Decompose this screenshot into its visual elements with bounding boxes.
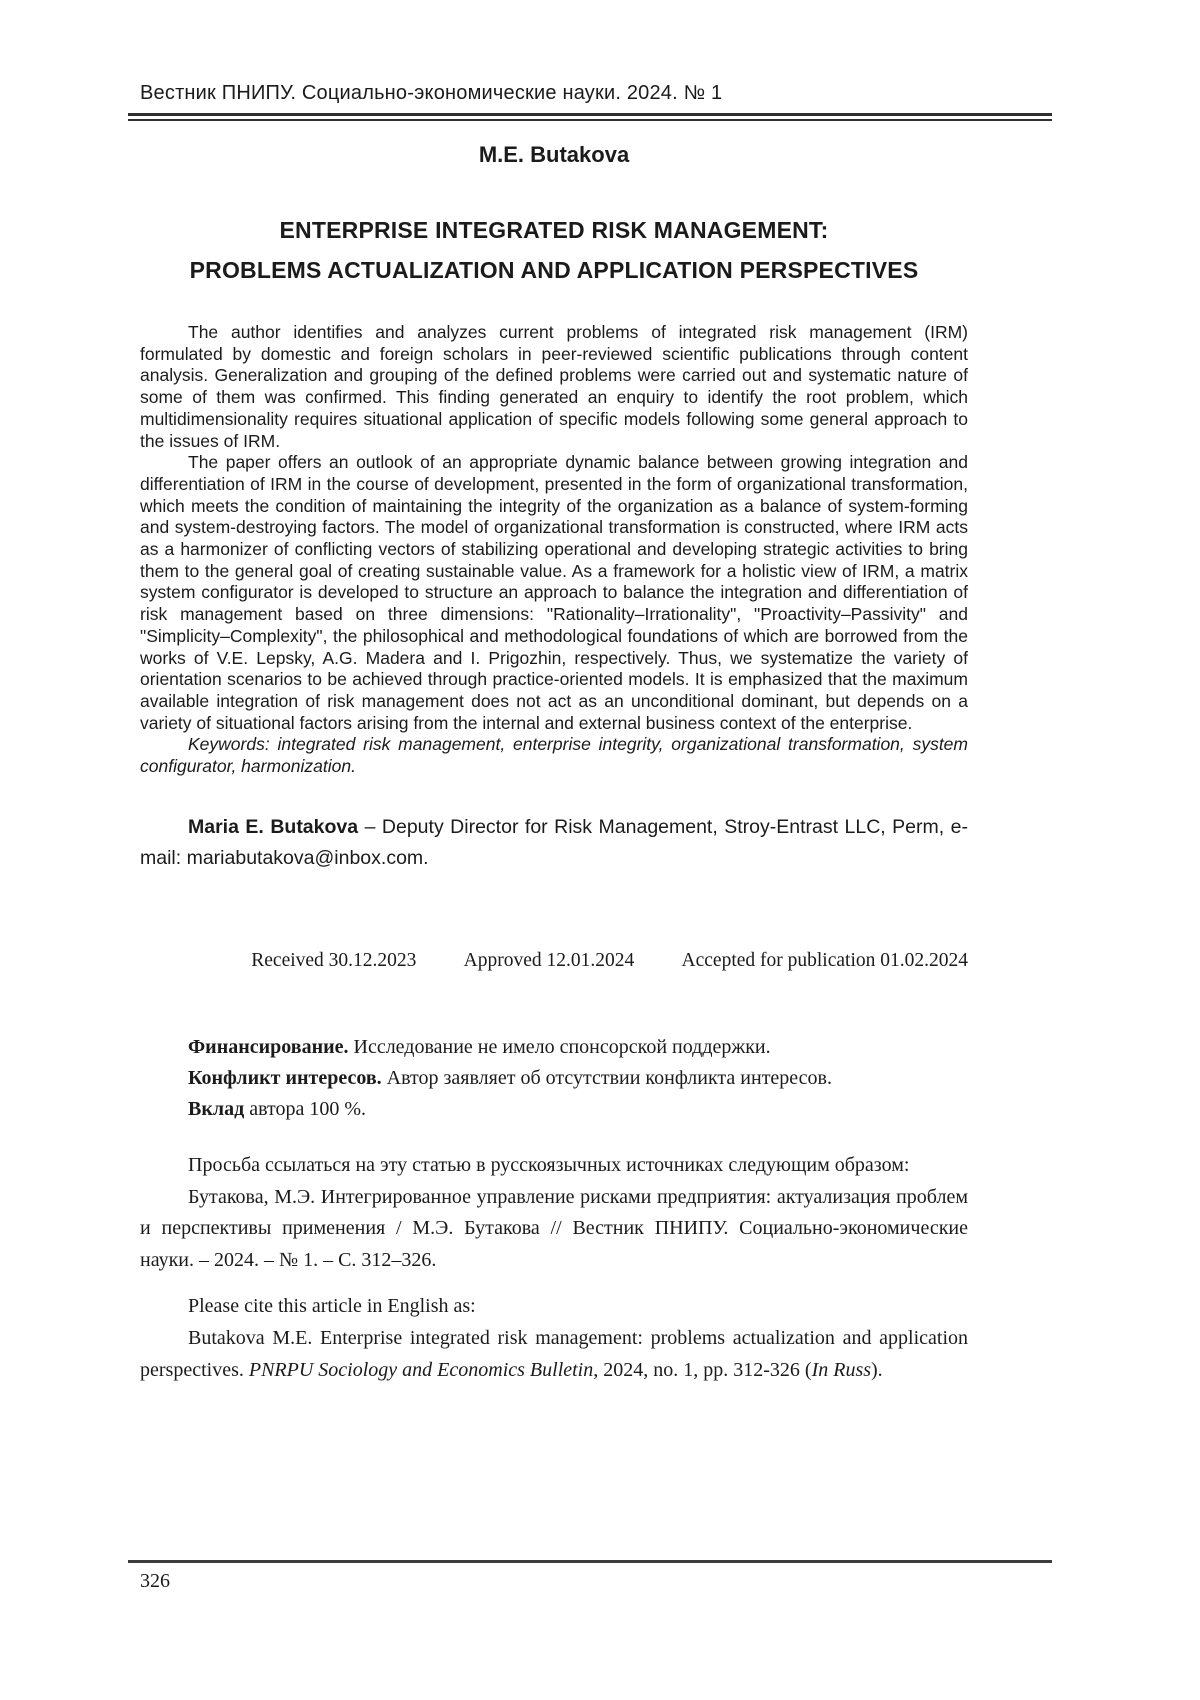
conflict-text: Автор заявляет об отсутствии конфликта интересов. (381, 1067, 833, 1089)
citation-en-intro: Please cite this article in English as: (188, 1295, 476, 1317)
article-title (140, 210, 968, 290)
keywords-line (140, 734, 968, 777)
abstract (140, 322, 968, 778)
conflict-label: Конфликт интересов. (188, 1067, 382, 1089)
dates-row (140, 950, 968, 972)
citation-en-part2: , 2024, no. 1, pp. 312-326 ( (593, 1359, 812, 1381)
author-info-details: – Deputy Director for Risk Management, Stroy-Entrast LLC, Perm, e-mail: mariabutakova@inbox.com. (140, 816, 969, 869)
article-title-line1: ENTERPRISE INTEGRATED RISK MANAGEMENT: (279, 217, 829, 243)
header-double-rule (128, 113, 1052, 121)
citation-en-part1: Butakova M.E. Enterprise integrated risk management: problems actualization and application perspectives. (140, 1327, 968, 1381)
dates-left-spacer (140, 950, 204, 972)
citation-en-journal: PNRPU Sociology and Economics Bulletin (248, 1359, 594, 1381)
contribution-line (140, 1094, 968, 1125)
abstract-paragraph-1: The author identifies and analyzes current problems of integrated risk management (IRM) formulated by domestic and foreign scholars in peer-reviewed scientific publications through content analysis. Generalization and grouping of the defined problems were carried out and systematic nature of some of them was confirmed. This finding generated an enquiry to identify the root problem, which multidimensionality requires situational application of specific models following some general approach to the issues of IRM. (140, 322, 968, 451)
funding-label: Финансирование. (188, 1036, 349, 1058)
funding-text: Исследование не имело спонсорской поддержки. (348, 1036, 771, 1058)
date-approved: Approved 12.01.2024 (463, 950, 635, 971)
footer-rule (128, 1560, 1052, 1563)
author-info (140, 812, 968, 874)
citation-ru-intro: Просьба ссылаться на эту статью в русскоязычных источниках следующим образом: (188, 1154, 910, 1176)
article-author: M.E. Butakova (478, 142, 630, 167)
conflict-line (140, 1063, 968, 1094)
contribution-label: Вклад (188, 1098, 245, 1120)
running-head: Вестник ПНИПУ. Социально-экономические науки. 2024. № 1 (140, 82, 723, 104)
date-received: Received 30.12.2023 (251, 950, 417, 971)
citation-russian (140, 1150, 968, 1276)
citation-en-in-russ: In Russ (811, 1359, 872, 1381)
funding-block (140, 1032, 968, 1125)
keywords-label: Keywords: (188, 734, 270, 755)
citation-en-body (140, 1322, 968, 1386)
author-info-name: Maria E. Butakova (188, 816, 359, 838)
citation-english (140, 1290, 968, 1386)
date-accepted: Accepted for publication 01.02.2024 (681, 950, 968, 971)
page-number: 326 (140, 1570, 170, 1592)
keywords-text: integrated risk management, enterprise integrity, organizational transformation, system configurator, harmonization. (140, 734, 968, 777)
article-title-line2: PROBLEMS ACTUALIZATION AND APPLICATION PERSPECTIVES (189, 257, 919, 283)
contribution-text: автора 100 %. (244, 1098, 367, 1120)
abstract-paragraph-2: The paper offers an outlook of an appropriate dynamic balance between growing integration and differentiation of IRM in the course of development, presented in the form of organizational transformation, which meets the condition of maintaining the integrity of the organization as a balance of system-forming and system-destroying factors. The model of organizational transformation is constructed, where IRM acts as a harmonizer of conflicting vectors of stabilizing operational and developing strategic activities to bring them to the general goal of creating sustainable value. As a framework for a holistic view of IRM, a matrix system configurator is developed to structure an approach to balance the integration and differentiation of risk management based on three dimensions: "Rationality–Irrationality", "Proactivity–Passivity" and "Simplicity–Complexity", the philosophical and methodological foundations of which are borrowed from the works of V.E. Lepsky, A.G. Madera and I. Prigozhin, respectively. Thus, we systematize the variety of orientation scenarios to be achieved through practice-oriented models. It is emphasized that the maximum available integration of risk management does not act as an unconditional dominant, but depends on a variety of situational factors arising from the internal and external business context of the enterprise. (140, 452, 968, 733)
citation-en-part3: ). (871, 1359, 883, 1381)
citation-ru-body: Бутакова, М.Э. Интегрированное управление рисками предприятия: актуализация проблем и перспективы применения / М.Э. Бутакова // Вестник ПНИПУ. Социально-экономические науки. – 2024. – № 1. – С. 312–326. (140, 1185, 968, 1271)
funding-line (140, 1032, 968, 1063)
